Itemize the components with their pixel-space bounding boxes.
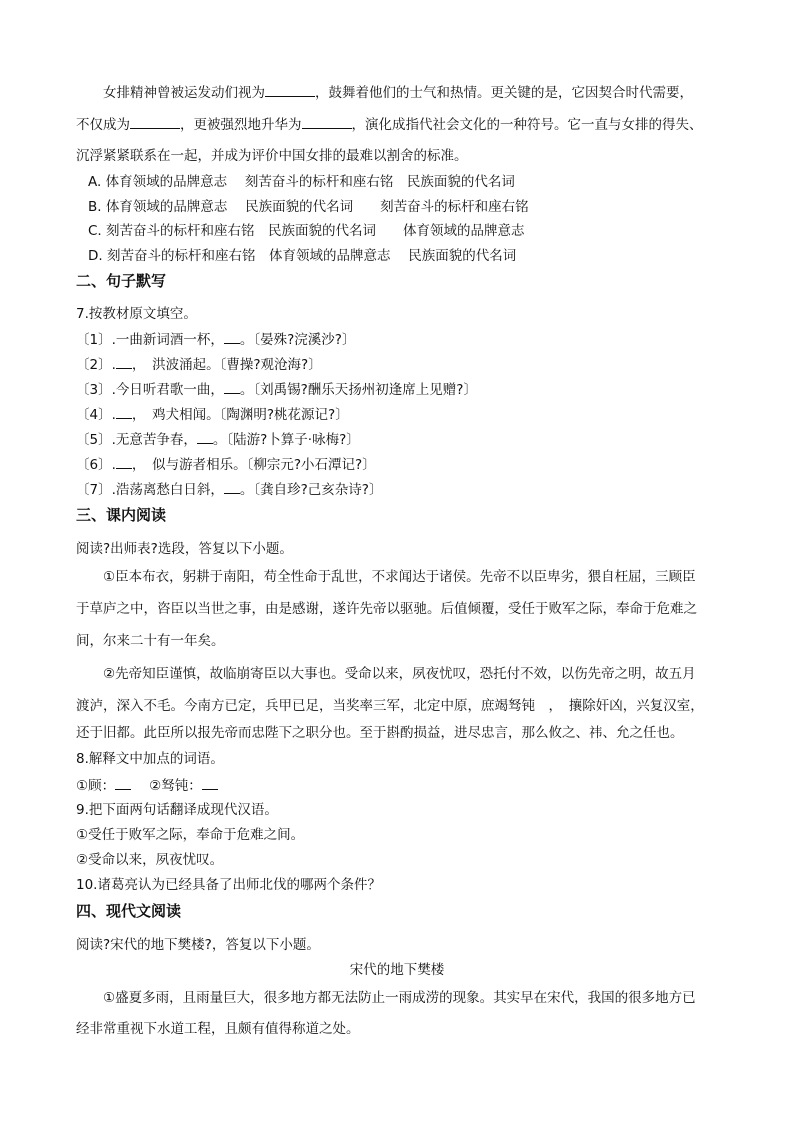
passage-line: 渡泸，深入不毛。今南方已定，兵甲已足，当奖率三军，北定中原，庶竭驽钝 ， 攘除奸凶，兴复汉室， [76, 698, 704, 714]
q7-item: 〔5〕.无意苦争春， 。〔陆游?卜算子·咏梅?〕 [76, 429, 360, 450]
q6-option-a: A. 体育领域的品牌意志 刻苦奋斗的标杆和座右铭 民族面貌的代名词 [88, 174, 515, 190]
answer-blank [202, 775, 218, 790]
passage-line: ①臣本布衣，躬耕于南阳，苟全性命于乱世，不求闻达于诸侯。先帝不以臣卑劣，猥自枉屈，三顾臣 [103, 569, 696, 585]
passage-title: 宋代的地下樊楼 [349, 962, 445, 978]
q9-sentence-1: ①受任于败军之际，奉命于危难之间。 [76, 827, 305, 843]
q6-option-c: C. 刻苦奋斗的标杆和座右铭 民族面貌的代名词 体育领域的品牌意志 [88, 223, 525, 239]
q6-option-d: D. 刻苦奋斗的标杆和座右铭 体育领域的品牌意志 民族面貌的代名词 [88, 248, 517, 264]
q7-item: 〔2〕. ， 洪波涌起。〔曹操?观沧海?〕 [76, 354, 322, 375]
answer-blank [224, 329, 240, 344]
q10-stem: 10.诸葛亮认为已经具备了出师北伐的哪两个条件？ [76, 877, 381, 893]
q9-sentence-2: ②受命以来，夙夜忧叹。 [76, 852, 224, 868]
answer-blank [116, 404, 132, 419]
passage-line: 于草庐之中，咨臣以当世之事，由是感谢，遂许先帝以驱驰。后值倾覆，受任于败军之际，奉命于危难之 [76, 601, 697, 617]
answer-blank [224, 479, 240, 494]
q7-stem: 7.按教材原文填空。 [76, 306, 197, 322]
q7-item: 〔7〕.浩荡离愁白日斜， 。〔龚自珍?己亥杂诗?〕 [76, 479, 382, 500]
q6-line-2: 不仅成为 ，更被强烈地升华为 ，演化成指代社会文化的一种符号。它一直与女排的得失、 [76, 114, 703, 135]
section-title: 四、现代文阅读 [76, 902, 182, 920]
answer-blank [116, 454, 132, 469]
q7-item: 〔6〕. ， 似与游者相乐。〔柳宗元?小石潭记?〕 [76, 454, 376, 475]
reading-intro: 阅读?宋代的地下樊楼?，答复以下小题。 [76, 937, 320, 953]
section-title: 三、课内阅读 [76, 506, 167, 524]
passage-line: 间，尔来二十有一年矣。 [76, 633, 225, 649]
passage-line: ①盛夏多雨，且雨量巨大，很多地方都无法防止一雨成涝的现象。其实早在宋代，我国的很多地方已 [103, 990, 696, 1006]
answer-blank [224, 379, 240, 394]
answer-blank [115, 775, 131, 790]
q6-line-3: 沉浮紧紧联系在一起，并成为评价中国女排的最难以割舍的标准。 [76, 148, 468, 164]
section-title: 二、句子默写 [76, 272, 167, 290]
q8-answers: ①顾： ②驽钝： [76, 775, 218, 796]
answer-blank [265, 82, 315, 97]
passage-line: ②先帝知臣谨慎，故临崩寄臣以大事也。受命以来，夙夜忧叹，恐托付不效，以伤先帝之明，故五月 [103, 666, 696, 682]
passage-line: 还于旧都。此臣所以报先帝而忠陛下之职分也。至于斟酌损益，进尽忠言，那么攸之、祎、允之任也。 [76, 725, 684, 741]
q8-stem: 8.解释文中加点的词语。 [76, 751, 224, 767]
q9-stem: 9.把下面两句话翻译成现代汉语。 [76, 802, 278, 818]
q6-line-1: 女排精神曾被运发动们视为 ，鼓舞着他们的士气和热情。更关键的是，它因契合时代需要， [103, 82, 693, 103]
q7-item: 〔1〕.一曲新词酒一杯， 。〔晏殊?浣溪沙?〕 [76, 329, 355, 350]
passage-line: 经非常重视下水道工程，且颇有值得称道之处。 [76, 1021, 360, 1037]
answer-blank [116, 354, 132, 369]
reading-intro: 阅读?出师表?选段，答复以下小题。 [76, 541, 293, 557]
q7-item: 〔3〕.今日听君歌一曲， 。〔刘禹锡?酬乐天扬州初逢席上见赠?〕 [76, 379, 477, 400]
q7-item: 〔4〕. ， 鸡犬相闻。〔陶渊明?桃花源记?〕 [76, 404, 349, 425]
answer-blank [197, 429, 213, 444]
answer-blank [130, 114, 180, 129]
answer-blank [302, 114, 352, 129]
q6-option-b: B. 体育领域的品牌意志 民族面貌的代名词 刻苦奋斗的标杆和座右铭 [88, 199, 529, 215]
